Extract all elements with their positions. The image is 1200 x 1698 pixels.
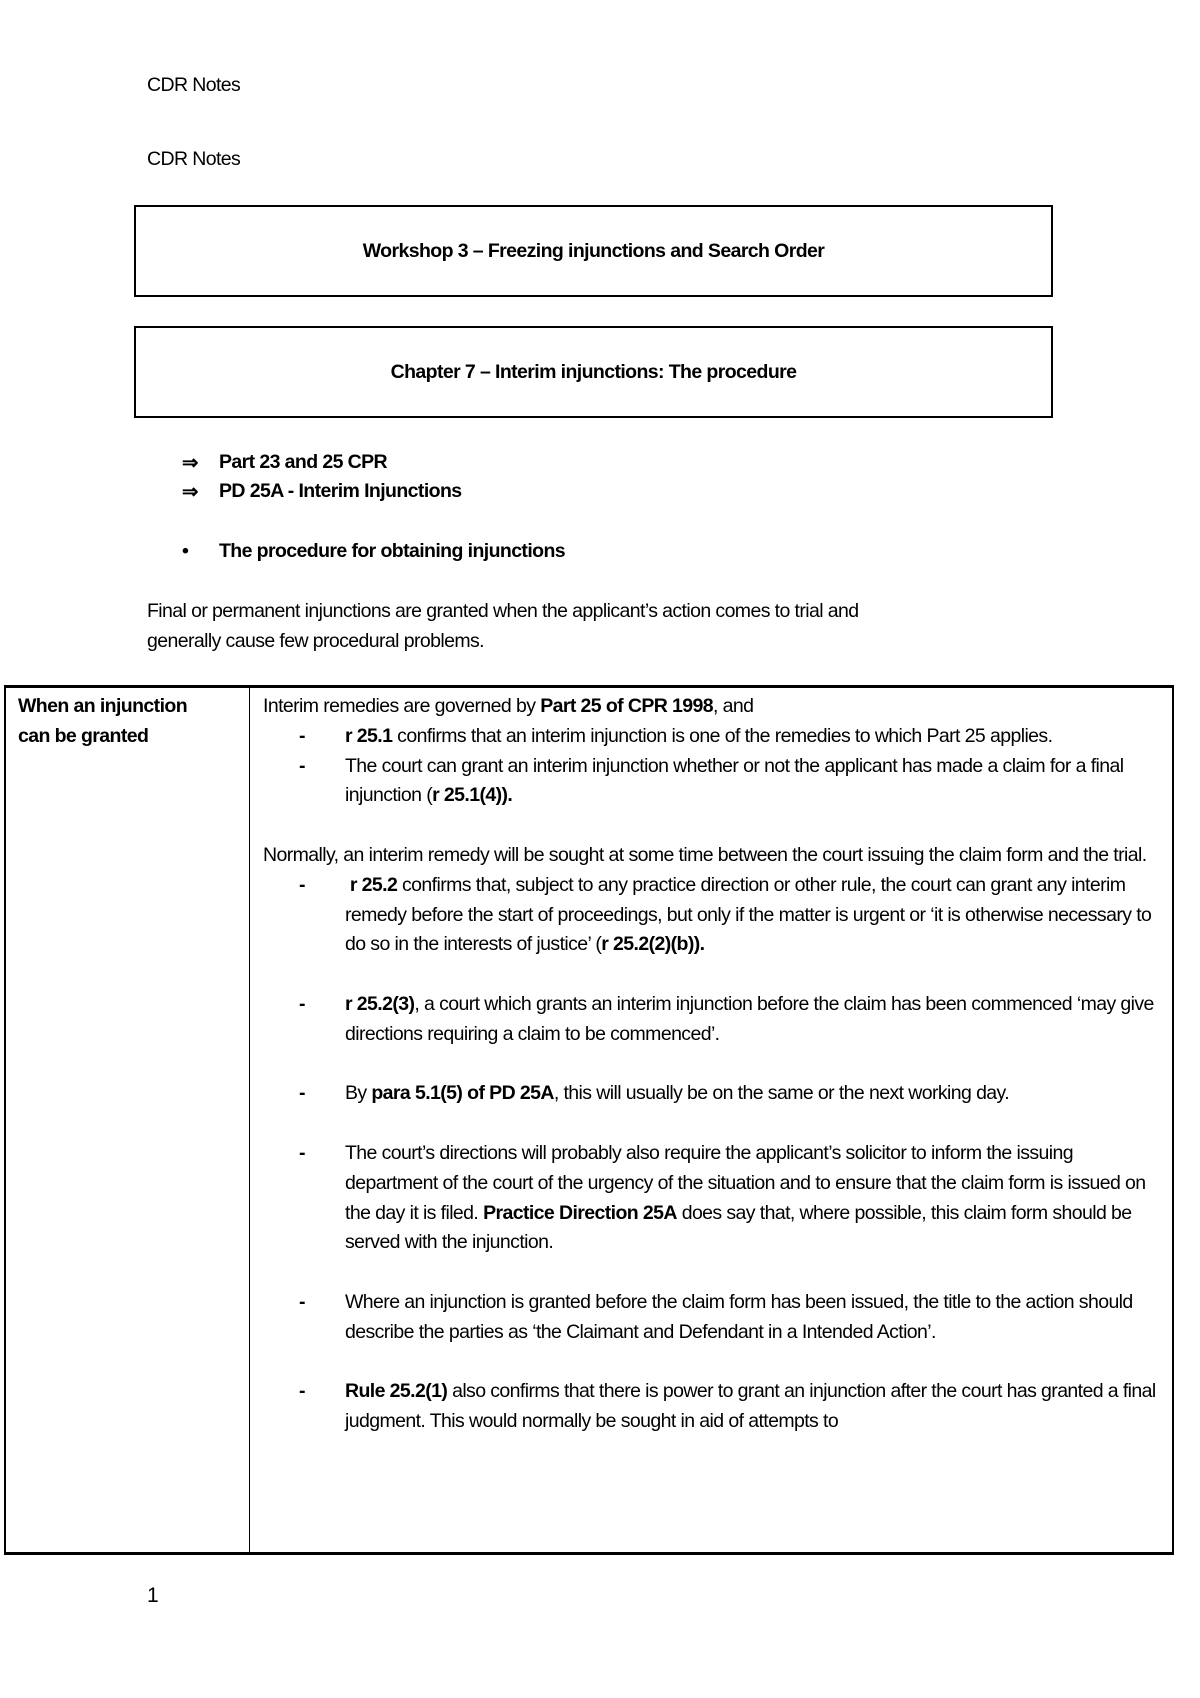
list-item: - r 25.2 confirms that, subject to any practice direction or other rule, the court can grant any interim remedy before the start of proceedings, but only if the matter is urgent or ‘it is otherwise necessary to do so in the interests of justice’ (r 25.2(2)(b)).: [299, 873, 1152, 956]
intro-text: generally cause few procedural problems.: [147, 630, 484, 652]
list-item: - r 25.1 confirms that an interim injunction is one of the remedies to which Part 25 applies.: [299, 724, 1053, 747]
intro-text: Final or permanent injunctions are granted when the applicant’s action comes to trial and: [147, 600, 859, 622]
workshop-title-box: [134, 205, 1053, 297]
chapter-title: Chapter 7 – Interim injunctions: The procedure: [390, 360, 797, 383]
topic-heading: The procedure for obtaining injunctions: [219, 540, 566, 562]
injunction-table: [4, 685, 1174, 1555]
row-label: When an injunction: [18, 695, 188, 717]
chapter-title-box: [134, 326, 1053, 418]
paragraph: Interim remedies are governed by Part 25 of CPR 1998, and: [263, 695, 754, 717]
row-label-cell: [6, 688, 250, 1552]
content-cell: [251, 688, 1172, 1437]
workshop-title: Workshop 3 – Freezing injunctions and Search Order: [362, 239, 825, 262]
arrow-icon: ⇒: [182, 481, 198, 503]
list-item: - r 25.2(3), a court which grants an interim injunction before the claim has been commenced ‘may give directions requiring a claim to be commenced’.: [299, 992, 1154, 1045]
header-text: CDR Notes: [147, 148, 241, 170]
list-item: - By para 5.1(5) of PD 25A, this will usually be on the same or the next working day.: [299, 1082, 1010, 1105]
page-number: 1: [147, 1584, 159, 1607]
arrow-icon: ⇒: [182, 452, 198, 474]
list-item: - Where an injunction is granted before the claim form has been issued, the title to the action should describe the parties as ‘the Claimant and Defendant in a Intended Action’.: [299, 1290, 1133, 1343]
ref-item: PD 25A - Interim Injunctions: [219, 480, 462, 502]
list-item: - The court’s directions will probably also require the applicant’s solicitor to inform the issuing department of the court of the urgency of the situation and to ensure that the claim form is issued on the day it is filed. Practice Direction 25A does say that, where possible, this claim form should be served with the injunction.: [299, 1141, 1146, 1254]
list-item: - The court can grant an interim injunction whether or not the applicant has made a claim for a final injunction (r 25.1(4)).: [299, 754, 1124, 807]
bullet-icon: •: [182, 540, 189, 562]
row-label: can be granted: [18, 724, 149, 747]
paragraph: Normally, an interim remedy will be sought at some time between the court issuing the claim form and the trial.: [263, 843, 1147, 866]
ref-item: Part 23 and 25 CPR: [219, 451, 388, 473]
list-item: - Rule 25.2(1) also confirms that there is power to grant an injunction after the court has granted a final judgment. This would normally be sought in aid of attempts to: [299, 1380, 1156, 1433]
header-text: CDR Notes: [147, 74, 241, 96]
